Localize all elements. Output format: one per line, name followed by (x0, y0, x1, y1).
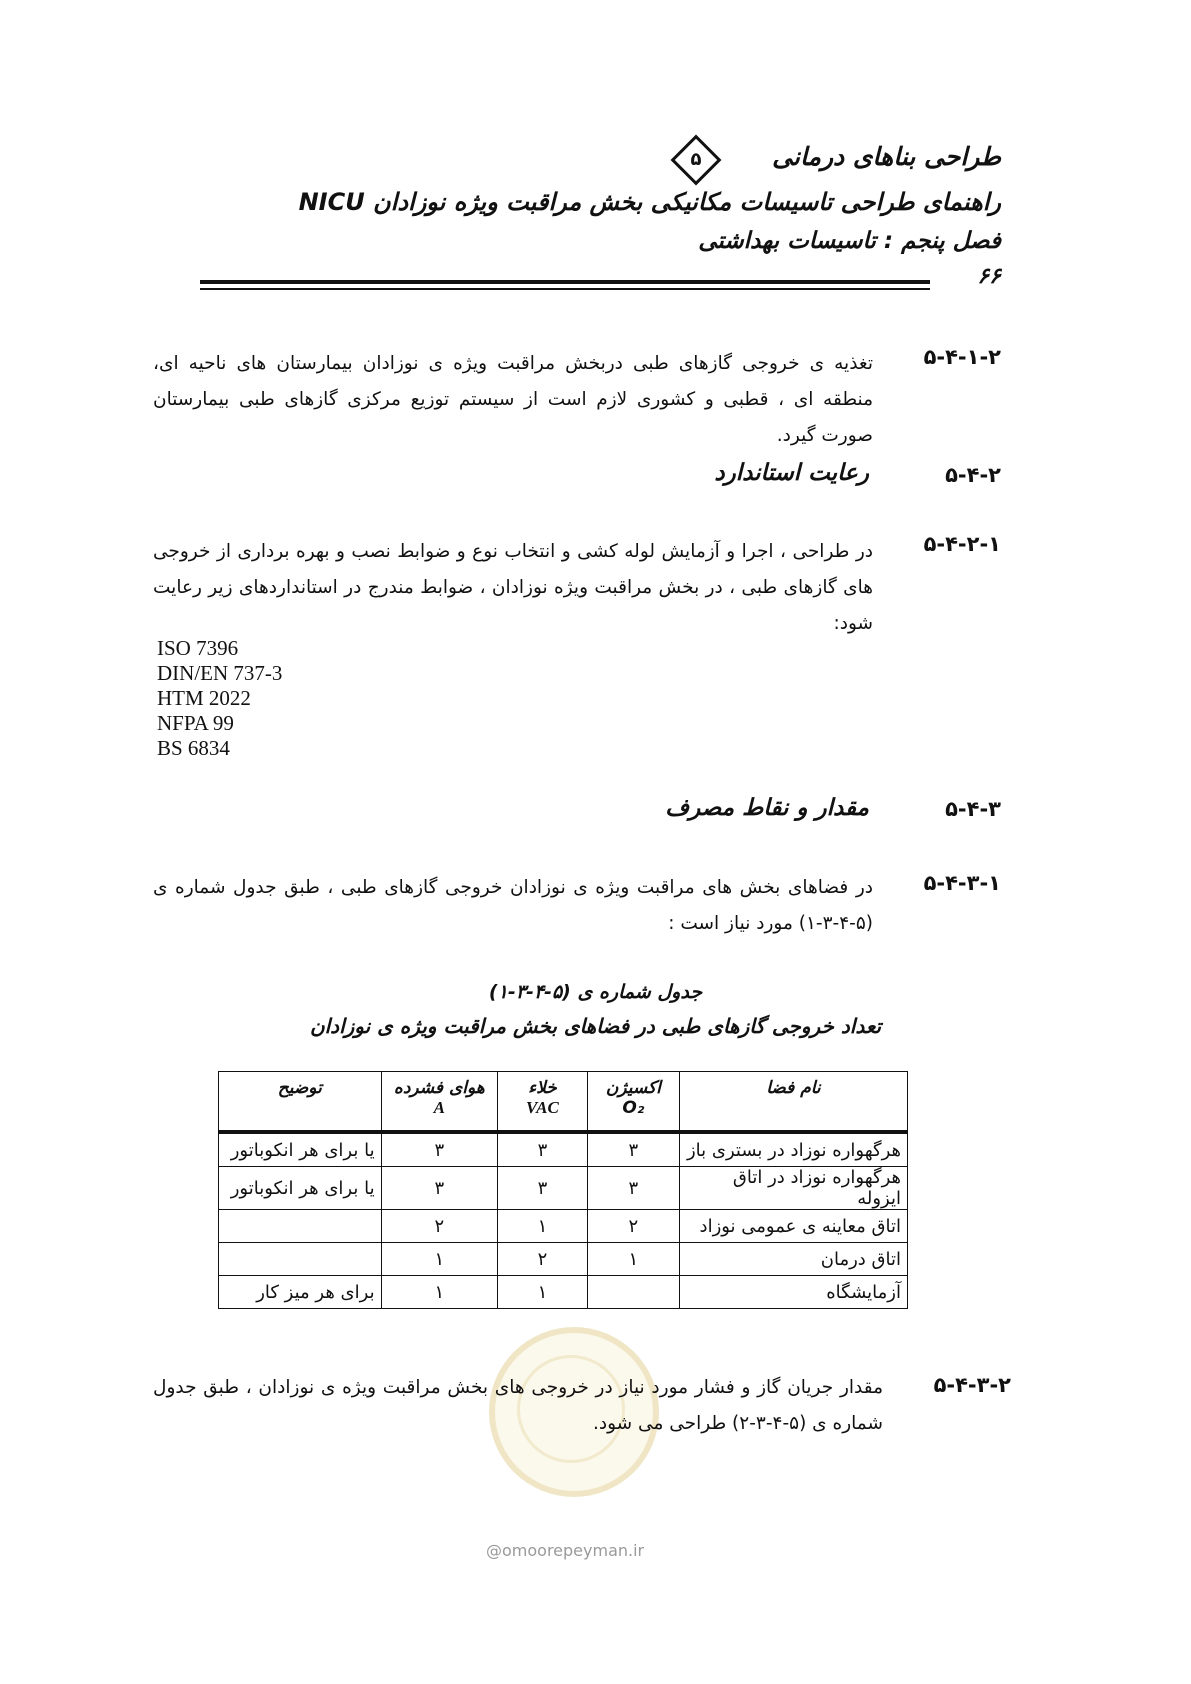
table-row (219, 1167, 908, 1210)
book-number: ۵ (690, 149, 702, 170)
header-vacuum (498, 1072, 588, 1133)
table-header-row (219, 1072, 908, 1133)
header-notes (219, 1072, 382, 1133)
chapter-title: فصل پنجم : تاسیسات بهداشتی (698, 228, 1001, 254)
section-number: ۵-۴-۳ (945, 797, 1001, 821)
cell-note (219, 1243, 382, 1276)
cell-oxygen: ۲ (587, 1210, 679, 1243)
table-row (219, 1243, 908, 1276)
header-compressed-air-text: هوای فشرده (393, 1078, 485, 1098)
section-number: ۵-۴-۲ (945, 463, 1001, 487)
header-vacuum-symbol: VAC (526, 1098, 559, 1117)
header-compressed-air-symbol: A (433, 1098, 445, 1117)
cell-oxygen: ۱ (587, 1243, 679, 1276)
standard-item: BS 6834 (157, 736, 230, 760)
header-vacuum-text: خلاء (528, 1078, 557, 1098)
book-title-line (772, 142, 1001, 171)
guide-title: راهنمای طراحی تاسیسات مکانیکی بخش مراقبت ویژه نوزادان NICU (298, 188, 1001, 216)
header-notes-text: توضیح (277, 1078, 322, 1098)
cell-vacuum: ۳ (498, 1167, 588, 1210)
cell-note: برای هر میز کار (219, 1276, 382, 1309)
section-heading-standards: رعایت استاندارد (714, 460, 869, 486)
cell-note (219, 1210, 382, 1243)
standard-item: DIN/EN 737-3 (157, 661, 283, 685)
cell-compressed-air: ۱ (381, 1276, 497, 1309)
cell-compressed-air: ۱ (381, 1243, 497, 1276)
cell-space: هرگهواره نوزاد در بستری باز (679, 1132, 907, 1167)
table-caption-number: جدول شماره ی (۵-۴-۳-۱) (488, 981, 703, 1003)
table-row (219, 1276, 908, 1309)
header-space-name (679, 1072, 907, 1133)
cell-compressed-air: ۳ (381, 1132, 497, 1167)
page-number: ۶۶ (977, 264, 1001, 289)
cell-oxygen: ۳ (587, 1167, 679, 1210)
section-number: ۵-۴-۱-۲ (923, 345, 1001, 369)
gas-outlets-table (218, 1071, 908, 1309)
header-oxygen (587, 1072, 679, 1133)
header-oxygen-text: اکسیژن (605, 1078, 661, 1098)
cell-space: اتاق معاینه ی عمومی نوزاد (679, 1210, 907, 1243)
table-row (219, 1132, 908, 1167)
watermark-url: @omoorepeyman.ir (486, 1541, 645, 1560)
cell-note: یا برای هر انکوباتور (219, 1167, 382, 1210)
header-rule-thin (200, 288, 930, 290)
section-number: ۵-۴-۳-۲ (933, 1373, 1011, 1397)
cell-vacuum: ۳ (498, 1132, 588, 1167)
cell-oxygen: ۳ (587, 1132, 679, 1167)
cell-vacuum: ۱ (498, 1210, 588, 1243)
standard-item: HTM 2022 (157, 686, 251, 710)
cell-oxygen (587, 1276, 679, 1309)
cell-vacuum: ۱ (498, 1276, 588, 1309)
header-space-name-text: نام فضا (766, 1078, 821, 1098)
cell-compressed-air: ۳ (381, 1167, 497, 1210)
section-number: ۵-۴-۲-۱ (923, 532, 1001, 556)
header-rule-thick (200, 280, 930, 284)
cell-space: آزمایشگاه (679, 1276, 907, 1309)
header-compressed-air (381, 1072, 497, 1133)
cell-note: یا برای هر انکوباتور (219, 1132, 382, 1167)
header-oxygen-symbol: O₂ (622, 1098, 645, 1118)
book-number-badge (671, 135, 722, 186)
section-heading-consumption: مقدار و نقاط مصرف (665, 795, 869, 821)
table-caption-title: تعداد خروجی گازهای طبی در فضاهای بخش مراقبت ویژه ی نوزادان (309, 1014, 882, 1038)
cell-space: هرگهواره نوزاد در اتاق ایزوله (679, 1167, 907, 1210)
table-row (219, 1210, 908, 1243)
cell-compressed-air: ۲ (381, 1210, 497, 1243)
cell-vacuum: ۲ (498, 1243, 588, 1276)
book-title: طراحی بناهای درمانی (772, 142, 1001, 171)
paragraph-outlet-supply: تغذیه ی خروجی گازهای طبی دربخش مراقبت ویژه ی نوزادان بیمارستان های ناحیه ای، منطقه ای ، قطبی و کشوری لازم است از سیستم توزیع مرکزی گازهای طبی بیمارستان صورت گیرد. (153, 353, 873, 446)
standard-item: ISO 7396 (157, 636, 239, 660)
paragraph-flow-pressure: مقدار جریان گاز و فشار مورد نیاز در خروجی های بخش مراقبت ویژه ی نوزادان ، طبق جدول شماره ی (۵-۴-۳-۲) طراحی می شود. (153, 1377, 883, 1434)
standard-item: NFPA 99 (157, 711, 234, 735)
standards-list (157, 636, 282, 761)
section-number: ۵-۴-۳-۱ (923, 871, 1001, 895)
paragraph-standards: در طراحی ، اجرا و آزمایش لوله کشی و انتخاب نوع و ضوابط نصب و بهره برداری از خروجی های گازهای طبی ، در بخش مراقبت ویژه نوزادان ، ضوابط مندرج در استانداردهای زیر رعایت شود: (153, 541, 873, 634)
paragraph-table-reference: در فضاهای بخش های مراقبت ویژه ی نوزادان خروجی گازهای طبی ، طبق جدول شماره ی (۵-۴-۳-۱) مورد نیاز است : (153, 877, 873, 934)
cell-space: اتاق درمان (679, 1243, 907, 1276)
